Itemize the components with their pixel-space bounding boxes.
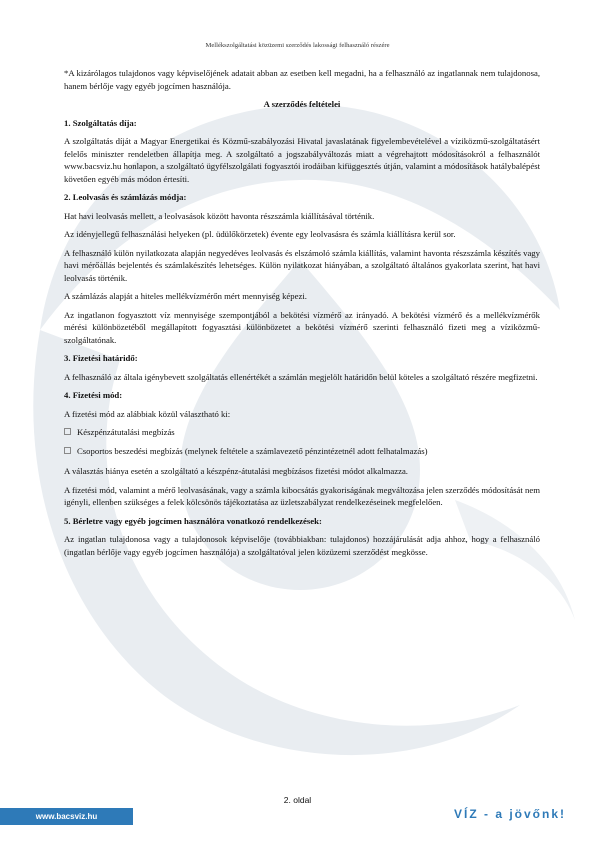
paragraph: A fizetési mód, valamint a mérő leolvasásának, vagy a számla kibocsátás gyakoriságának megváltozása jelen szerződés módosítását nem igényli, ellenben szükséges a felek kölcsönös tájékoztatása az üzletszabályzat rendelkezéseinek megfelelően. (64, 484, 540, 507)
payment-option-cash-transfer (64, 426, 540, 439)
checkbox-icon (64, 447, 71, 454)
paragraph: A fizetési mód az alábbiak közül választható ki: (64, 408, 231, 419)
paragraph: Az idényjellegű felhasználási helyeken (pl. üdülőkörzetek) évente egy leolvasásra és számla kiállításra kerül sor. (64, 229, 456, 239)
heading-payment-deadline: 3. Fizetési határidő: (64, 353, 138, 363)
heading-service-fee: 1. Szolgáltatás díja: (64, 117, 137, 128)
heading-reading-billing: 2. Leolvasás és számlázás módja: (64, 192, 187, 202)
paragraph: A felhasználó külön nyilatkozata alapján negyedéves leolvasás és elszámoló számla kiállítás, valamint havonta részszámla készítés vagy havi mérőállás bejelentés és számlakészítés lehetséges. Külön nyilatkozat hiányában, a szolgáltató általános gyakorlata szerint, hat havi leolvasás történik. (64, 247, 540, 283)
checkbox-icon (64, 428, 71, 435)
owner-note: *A kizárólagos tulajdonos vagy képviselőjének adatait abban az esetben kell megadni, ha a felhasználó az ingatlannak nem tulajdonosa, hanem bérlője vagy egyéb jogcímen használója. (64, 68, 540, 91)
paragraph: Hat havi leolvasás mellett, a leolvasások között havonta részszámla kiállításával történik. (64, 210, 375, 221)
option-label: Csoportos beszedési megbízás (melynek feltétele a számlavezető pénzintézetnél adott felhatalmazás) (77, 445, 428, 456)
payment-option-direct-debit (64, 445, 540, 458)
paragraph: A számlázás alapját a hiteles mellékvízmérőn mért mennyiség képezi. (64, 291, 307, 301)
footer-url[interactable]: www.bacsviz.hu (0, 808, 133, 825)
paragraph: A szolgáltatás díját a Magyar Energetikai és Közmű-szabályozási Hivatal javaslatának figyelembevételével a víziközmű-szolgáltatásért felelős miniszter rendeletben állapítja meg. A szolgáltató a jogszabályváltozás miatt a végrehajtott módosításokról a felhasználót www.bacsviz.hu honlapon, a szolgáltató ügyfélszolgálati fogyasztói irodáiban kifüggesztés útján, valamint a módosítások hatálybalépést követően egyéb más módon értesíti. (64, 136, 540, 184)
heading-payment-method: 4. Fizetési mód: (64, 390, 123, 400)
page-header: Mellékszolgáltatási közüzemi szerződés lakossági felhasználó részére (205, 42, 390, 49)
paragraph: Az ingatlanon fogyasztott víz mennyisége szempontjából a bekötési vízmérő az irányadó. A bekötési vízmérő és a mellékvízmérők mérési különbözetéből megállapított fogyasztási különbözetet a bekötési vízmérő szerinti felhasználó fizeti meg a víziközmű-szolgáltatónak. (64, 309, 540, 345)
section-title: A szerződés feltételei (263, 99, 341, 109)
paragraph: Az ingatlan tulajdonosa vagy a tulajdonosok képviselője (továbbiakban: tulajdonos) hozzájárulását adja ahhoz, hogy a felhasználó (ingatlan bérlője vagy egyéb jogcímen használója) a szolgáltatóval jelen közüzemi szerződést megkösse. (64, 534, 540, 557)
heading-tenant-provisions: 5. Bérletre vagy egyéb jogcímen használóra vonatkozó rendelkezések: (64, 515, 322, 526)
paragraph: A felhasználó az általa igénybevett szolgáltatás ellenértékét a számlán megjelölt határidőn belül köteles a szolgáltató részére megfizetni. (64, 371, 538, 382)
page-number: 2. oldal (283, 795, 312, 805)
paragraph: A választás hiánya esetén a szolgáltató a készpénz-átutalási megbízásos fizetési módot alkalmazza. (64, 466, 408, 476)
option-label: Készpénzátutalási megbízás (77, 427, 175, 437)
document-body (64, 67, 540, 564)
footer-slogan: VÍZ - a jövőnk! (453, 807, 566, 821)
